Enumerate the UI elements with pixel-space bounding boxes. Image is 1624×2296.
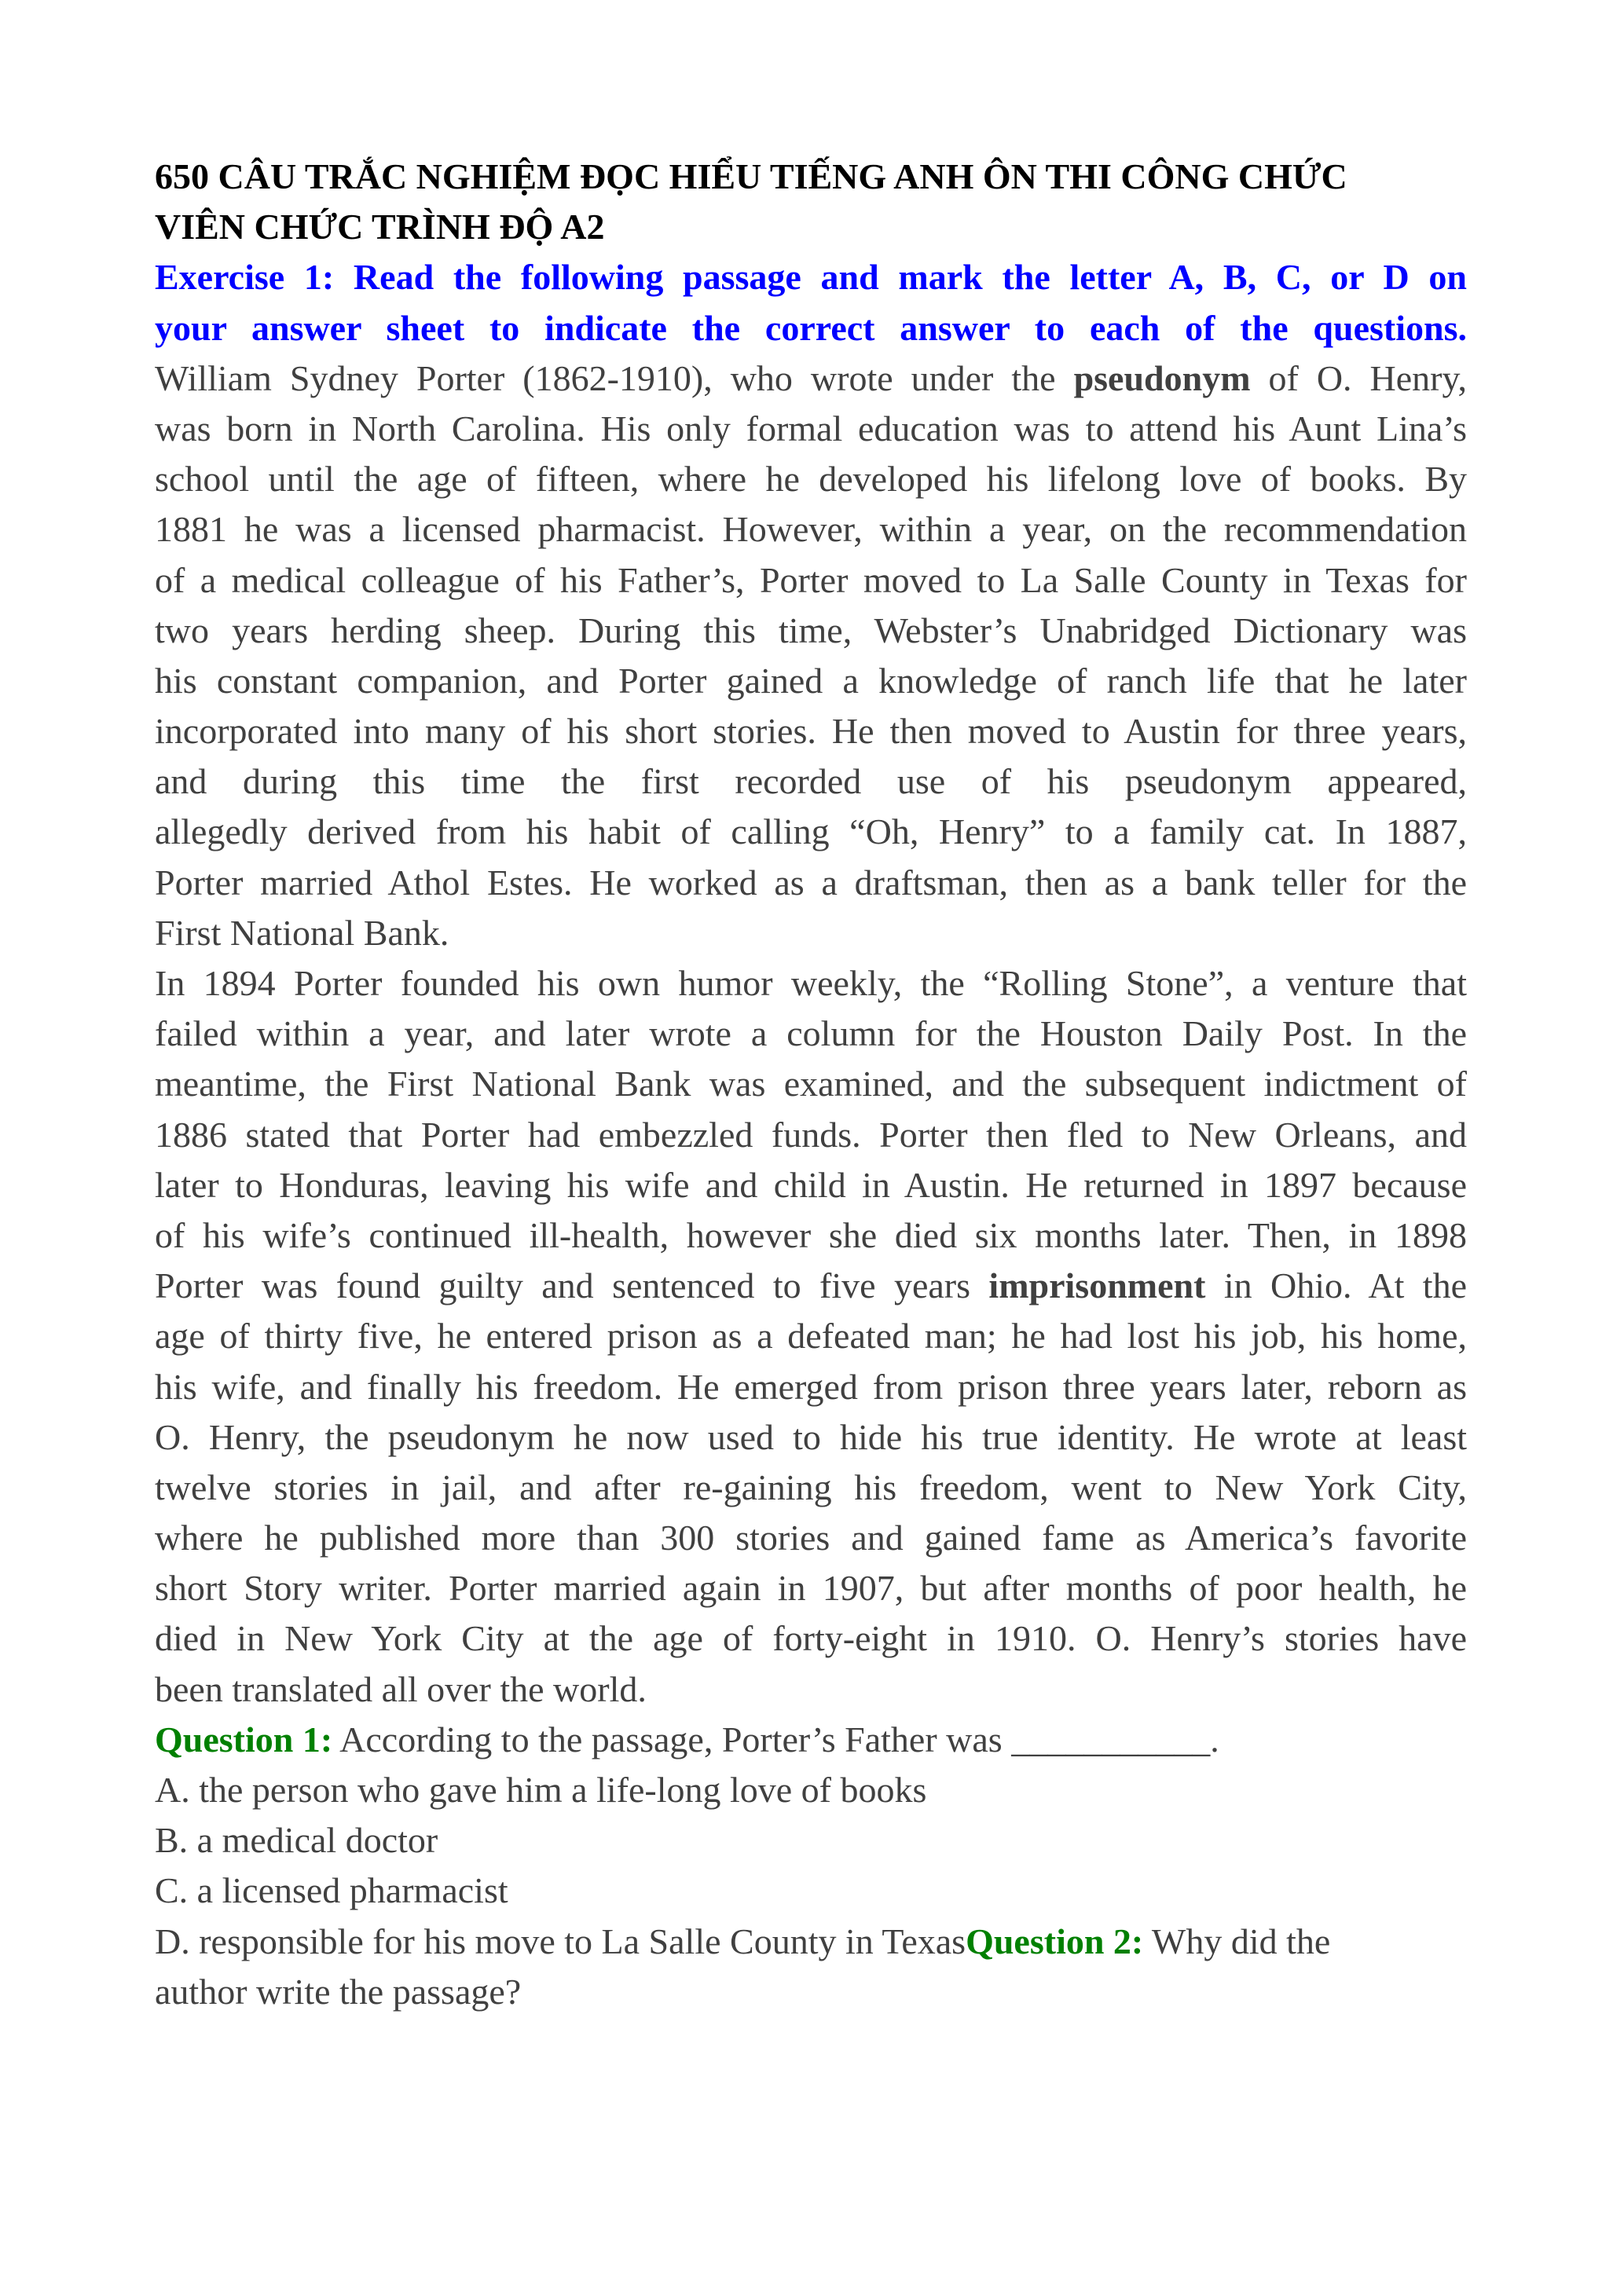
passage-line: O. Henry, the pseudonym he now used to hide his true identity. He wrote at least — [155, 1416, 1467, 1457]
answer-option-d[interactable]: D. responsible for his move to La Salle County in Texas — [155, 1921, 966, 1961]
title-line: VIÊN CHỨC TRÌNH ĐỘ A2 — [155, 207, 605, 247]
question-label: Question 1: — [155, 1719, 333, 1760]
passage-line: meantime, the First National Bank was examined, and the subsequent indictment of — [155, 1064, 1467, 1104]
passage-line: his constant companion, and Porter gained a knowledge of ranch life that he later — [155, 660, 1467, 701]
passage-text: in Ohio. At the — [1205, 1265, 1467, 1306]
highlighted-word-imprisonment: imprisonment — [988, 1265, 1206, 1306]
passage-line: where he published more than 300 stories and gained fame as America’s favorite — [155, 1518, 1467, 1558]
passage-line — [155, 353, 1467, 404]
passage-line: was born in North Carolina. His only formal education was to attend his Aunt Lina’s — [155, 408, 1467, 449]
highlighted-word-pseudonym: pseudonym — [1073, 357, 1251, 398]
passage-line: Porter married Athol Estes. He worked as a draftsman, then as a bank teller for the — [155, 862, 1467, 903]
passage-line: incorporated into many of his short stories. He then moved to Austin for three years, — [155, 711, 1467, 752]
question-2-text: Why did the — [1143, 1921, 1331, 1961]
document-page — [155, 152, 1467, 2017]
passage-paragraph-1 — [155, 353, 1467, 958]
passage-line: failed within a year, and later wrote a column for the Houston Daily Post. In the — [155, 1013, 1467, 1054]
passage-text: of O. Henry, — [1250, 357, 1467, 398]
document-title — [155, 152, 1467, 252]
question-2-text-continued: author write the passage? — [155, 1971, 522, 2012]
title-line: 650 CÂU TRẮC NGHIỆM ĐỌC HIỂU TIẾNG ANH ÔN THI CÔNG CHỨC — [155, 156, 1347, 196]
question-stem — [155, 1715, 1467, 1765]
passage-text: Porter was found guilty and sentenced to five years — [155, 1265, 989, 1306]
exercise-instruction — [155, 252, 1467, 353]
passage-line: 1886 stated that Porter had embezzled funds. Porter then fled to New Orleans, and — [155, 1114, 1467, 1155]
exercise-line: Exercise 1: Read the following passage and mark the letter A, B, C, or D on — [155, 257, 1467, 298]
exercise-line: your answer sheet to indicate the correct answer to each of the questions. — [155, 307, 1467, 348]
passage-line: In 1894 Porter founded his own humor weekly, the “Rolling Stone”, a venture that — [155, 963, 1467, 1003]
answer-option-a[interactable]: A. the person who gave him a life-long love of books — [155, 1770, 927, 1810]
passage-line: First National Bank. — [155, 912, 449, 953]
passage-line: 1881 he was a licensed pharmacist. However, within a year, on the recommendation — [155, 509, 1467, 550]
question-2-label: Question 2: — [966, 1921, 1144, 1961]
question-text: According to the passage, Porter’s Father was ___________. — [332, 1719, 1219, 1760]
passage-line: been translated all over the world. — [155, 1668, 647, 1709]
passage-line: and during this time the first recorded use of his pseudonym appeared, — [155, 761, 1467, 802]
passage-line: age of thirty five, he entered prison as a defeated man; he had lost his job, his home, — [155, 1316, 1467, 1357]
passage-line: allegedly derived from his habit of calling “Oh, Henry” to a family cat. In 1887, — [155, 811, 1467, 852]
passage-line: school until the age of fifteen, where he developed his lifelong love of books. By — [155, 459, 1467, 500]
passage-text: William Sydney Porter (1862-1910), who wrote under the — [155, 357, 1074, 398]
answer-option-c[interactable]: C. a licensed pharmacist — [155, 1870, 508, 1911]
answer-option-b[interactable]: B. a medical doctor — [155, 1820, 438, 1861]
answer-option-d-line — [155, 1917, 1467, 1967]
passage-line — [155, 1261, 1467, 1311]
passage-line: twelve stories in jail, and after re-gaining his freedom, went to New York City, — [155, 1467, 1467, 1507]
question-1 — [155, 1715, 1467, 2017]
passage-line: short Story writer. Porter married again in 1907, but after months of poor health, he — [155, 1568, 1467, 1609]
passage-line: of his wife’s continued ill-health, however she died six months later. Then, in 1898 — [155, 1214, 1467, 1255]
passage-line: his wife, and finally his freedom. He emerged from prison three years later, reborn as — [155, 1366, 1467, 1407]
passage-line: two years herding sheep. During this time, Webster’s Unabridged Dictionary was — [155, 610, 1467, 650]
passage-line: died in New York City at the age of forty-eight in 1910. O. Henry’s stories have — [155, 1618, 1467, 1659]
passage-line: later to Honduras, leaving his wife and child in Austin. He returned in 1897 because — [155, 1164, 1467, 1205]
passage-paragraph-2 — [155, 958, 1467, 1715]
passage-line: of a medical colleague of his Father’s, Porter moved to La Salle County in Texas for — [155, 559, 1467, 600]
